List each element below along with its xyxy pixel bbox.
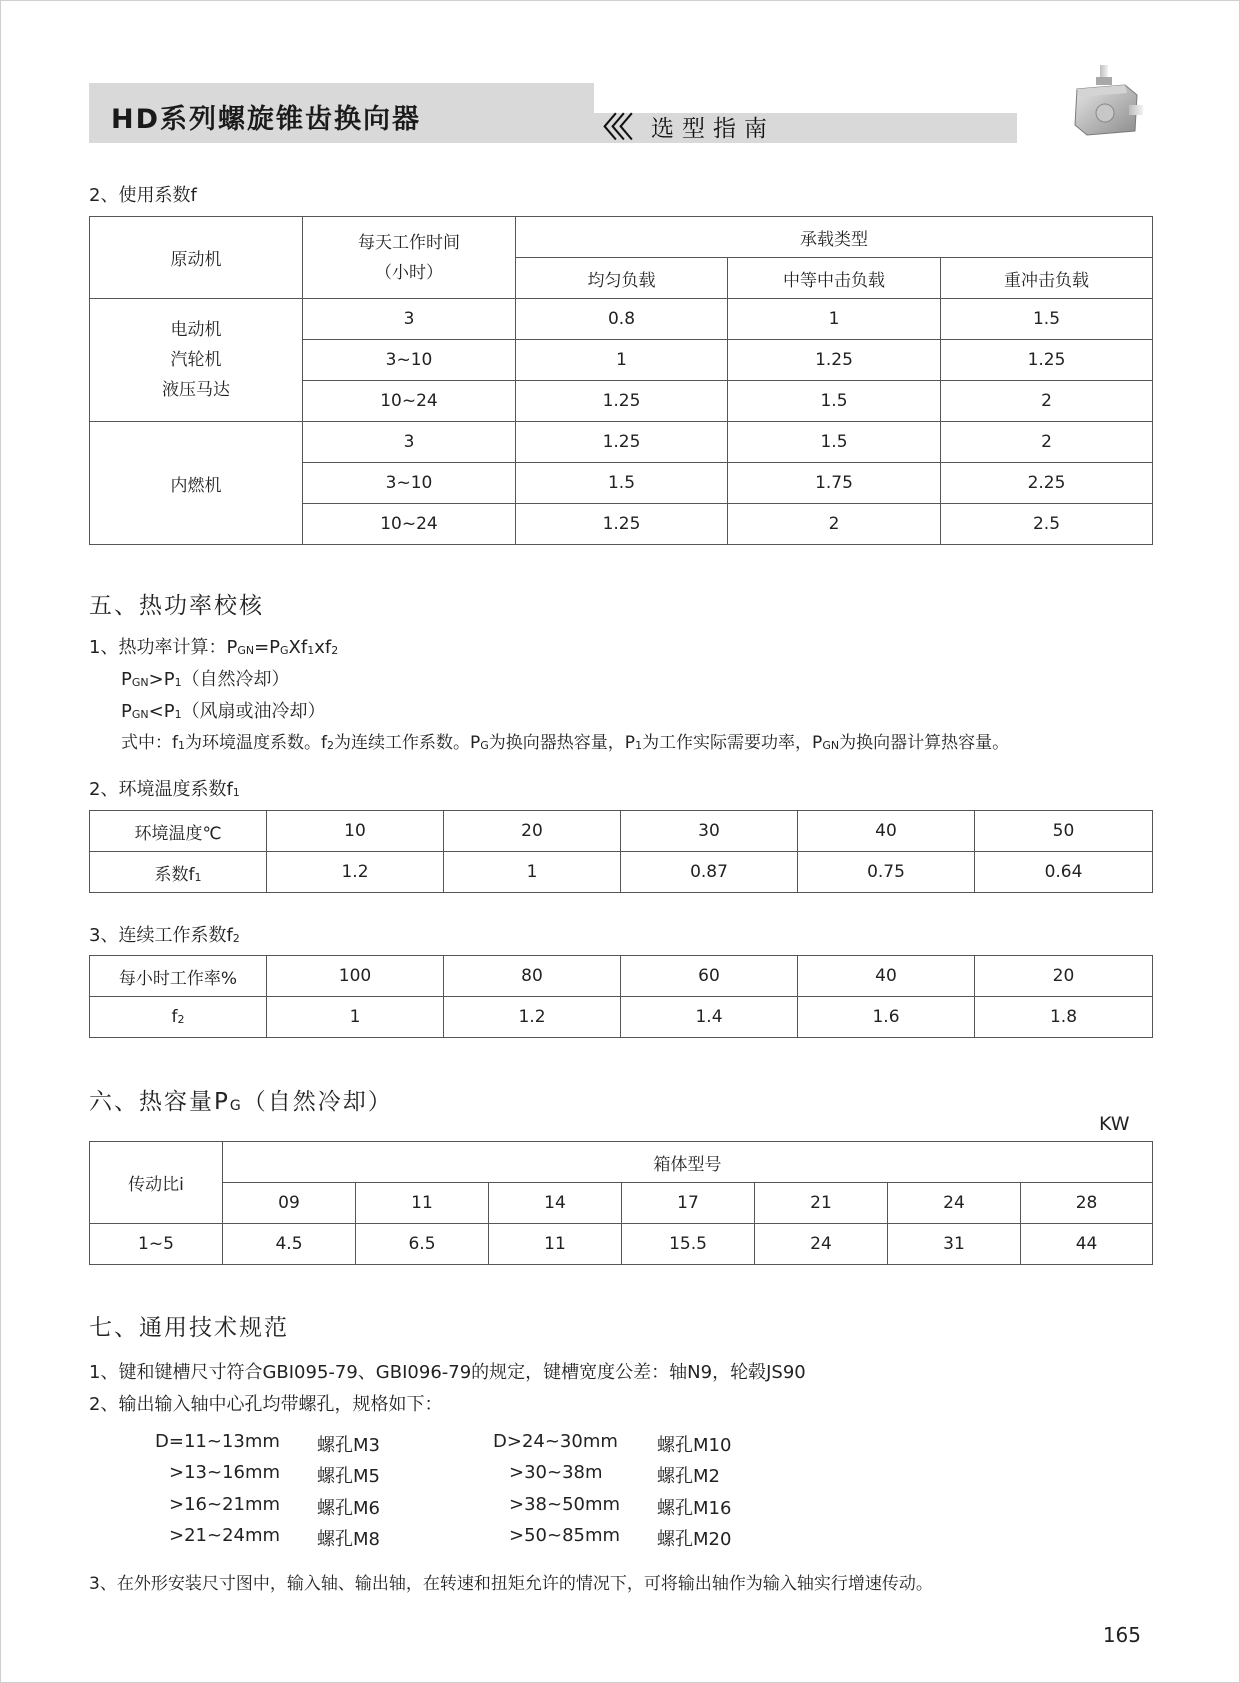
temp-cell: 10 xyxy=(267,811,444,852)
model-cell: 11 xyxy=(356,1183,489,1224)
rate-cell: 80 xyxy=(444,956,621,997)
legend-part: 为连续工作系数。P xyxy=(334,733,481,753)
capacity-cell: 11 xyxy=(489,1224,622,1265)
page-number: 165 xyxy=(1102,1623,1141,1647)
daily-hours-label: 每天工作时间 xyxy=(358,232,460,253)
continuous-factor-table xyxy=(89,955,1153,1038)
prime-mover: 汽轮机 xyxy=(170,350,222,370)
unit-label: KW xyxy=(1099,1113,1130,1135)
capacity-cell: 44 xyxy=(1021,1224,1153,1265)
temp-cell: 40 xyxy=(798,811,975,852)
prime-mover-group xyxy=(90,422,303,545)
spec-thread: 螺孔M10 xyxy=(657,1435,732,1456)
capacity-cell: 4.5 xyxy=(223,1224,356,1265)
prime-mover-group xyxy=(90,299,303,422)
ratio-cell: 1~5 xyxy=(90,1224,223,1265)
spec-thread: 螺孔M3 xyxy=(317,1435,380,1456)
factor-cell: 1.5 xyxy=(941,299,1153,340)
model-cell: 09 xyxy=(223,1183,356,1224)
condition-natural-cooling: $P_{GN}>P_1$（自然冷却） xyxy=(121,669,290,690)
coeff-cell: 0.87 xyxy=(621,852,798,893)
condition-fan-cooling: $P_{GN}<P_1$（风扇或油冷却） xyxy=(121,701,326,722)
row-label xyxy=(90,852,267,893)
header-box-model: 箱体型号 xyxy=(223,1142,1153,1183)
coeff-cell: 1.2 xyxy=(444,997,621,1038)
condition-fan-text: （风扇或油冷却） xyxy=(181,701,326,722)
prime-mover: 液压马达 xyxy=(162,380,230,400)
factor-cell: 1.25 xyxy=(728,340,941,381)
tech-item-2: 2、输出输入轴中心孔均带螺孔，规格如下： xyxy=(89,1394,443,1415)
legend-part: 为换向器计算热容量。 xyxy=(839,733,1010,753)
tech-item-3: 3、在外形安装尺寸图中，输入轴、输出轴，在转速和扭矩允许的情况下，可将输出轴作为输入轴实行增速传动。 xyxy=(89,1574,933,1594)
load-type-uniform: 均匀负载 xyxy=(516,258,728,299)
factor-cell: 1.5 xyxy=(728,422,941,463)
rate-cell: 60 xyxy=(621,956,798,997)
model-cell: 24 xyxy=(888,1183,1021,1224)
model-cell: 21 xyxy=(755,1183,888,1224)
label-sub: 1 xyxy=(194,870,202,884)
legend-part: 为工作实际需要功率，P xyxy=(642,733,823,753)
heading-sub: 2 xyxy=(232,932,240,945)
factor-cell: 1 xyxy=(516,340,728,381)
page-title: HD系列螺旋锥齿换向器 xyxy=(111,104,422,135)
thermal-formula: 1、热功率计算：$P_{GN}=P_GXf_1xf_2$ xyxy=(89,637,339,658)
factor-cell: 1.25 xyxy=(516,422,728,463)
usage-factor-table xyxy=(89,216,1153,545)
capacity-cell: 15.5 xyxy=(622,1224,755,1265)
capacity-cell: 6.5 xyxy=(356,1224,489,1265)
legend-part: 式中：f xyxy=(121,733,178,753)
coeff-cell: 1 xyxy=(267,997,444,1038)
heading-text: 2、环境温度系数f xyxy=(89,779,233,800)
legend-part: 为环境温度系数。f xyxy=(185,733,327,753)
ambient-factor-heading xyxy=(89,775,240,801)
spec-diameter: D>24~30mm xyxy=(493,1431,618,1452)
factor-cell: 1.25 xyxy=(516,381,728,422)
coeff-cell: 1.4 xyxy=(621,997,798,1038)
spec-diameter: >16~21mm xyxy=(169,1494,281,1515)
coeff-cell: 0.64 xyxy=(975,852,1153,893)
rate-cell: 20 xyxy=(975,956,1153,997)
header-ratio: 传动比i xyxy=(90,1142,223,1224)
coeff-cell: 1 xyxy=(444,852,621,893)
factor-cell: 1.75 xyxy=(728,463,941,504)
tech-spec-heading: 七、通用技术规范 xyxy=(89,1315,289,1341)
heading-text: （自然冷却） xyxy=(242,1089,393,1115)
rate-cell: 40 xyxy=(798,956,975,997)
section-subtitle: 选型指南 xyxy=(651,116,775,142)
spec-diameter: >30~38m xyxy=(509,1462,603,1483)
thermal-capacity-heading xyxy=(89,1083,393,1116)
daily-hours-unit: （小时） xyxy=(375,262,443,283)
factor-cell: 2.5 xyxy=(941,504,1153,545)
heading-sub: 1 xyxy=(232,786,240,799)
model-cell: 17 xyxy=(622,1183,755,1224)
row-label: 环境温度℃ xyxy=(90,811,267,852)
coeff-cell: 1.2 xyxy=(267,852,444,893)
hours-cell: 3 xyxy=(303,422,516,463)
thermal-check-heading: 五、热功率校核 xyxy=(89,593,264,619)
model-cell: 14 xyxy=(489,1183,622,1224)
header-daily-hours xyxy=(303,217,516,299)
factor-cell: 1.25 xyxy=(516,504,728,545)
continuous-factor-heading xyxy=(89,921,240,947)
heading-text: 六、热容量P xyxy=(89,1089,230,1115)
temp-cell: 50 xyxy=(975,811,1153,852)
ambient-factor-table xyxy=(89,810,1153,893)
heading-text: 3、连续工作系数f xyxy=(89,925,233,946)
spec-diameter: >50~85mm xyxy=(509,1525,621,1546)
prime-mover: 内燃机 xyxy=(170,475,222,496)
hours-cell: 10~24 xyxy=(303,504,516,545)
spec-diameter: >38~50mm xyxy=(509,1494,621,1515)
spec-diameter: >21~24mm xyxy=(169,1525,281,1546)
factor-cell: 2 xyxy=(941,422,1153,463)
spec-diameter: >13~16mm xyxy=(169,1462,281,1483)
spec-thread: 螺孔M5 xyxy=(317,1466,380,1487)
thermal-capacity-table xyxy=(89,1141,1153,1265)
hours-cell: 3~10 xyxy=(303,340,516,381)
capacity-cell: 24 xyxy=(755,1224,888,1265)
spec-thread: 螺孔M6 xyxy=(317,1498,380,1519)
usage-factor-heading: 2、使用系数f xyxy=(89,185,197,206)
legend-part: 为换向器热容量，P xyxy=(488,733,636,753)
load-type-moderate: 中等中击负载 xyxy=(728,258,941,299)
rate-cell: 100 xyxy=(267,956,444,997)
factor-cell: 1 xyxy=(728,299,941,340)
coeff-cell: 1.6 xyxy=(798,997,975,1038)
spec-thread: 螺孔M16 xyxy=(657,1498,732,1519)
spec-thread: 螺孔M20 xyxy=(657,1529,732,1550)
row-label xyxy=(90,997,267,1038)
factor-cell: 2.25 xyxy=(941,463,1153,504)
factor-cell: 2 xyxy=(941,381,1153,422)
prime-mover: 电动机 xyxy=(170,320,222,340)
factor-cell: 1.5 xyxy=(728,381,941,422)
label-text: f xyxy=(171,1007,178,1027)
temp-cell: 30 xyxy=(621,811,798,852)
factor-cell: 1.5 xyxy=(516,463,728,504)
factor-cell: 0.8 xyxy=(516,299,728,340)
heading-sub: G xyxy=(229,1098,243,1114)
label-sub: 2 xyxy=(177,1013,185,1026)
spec-thread: 螺孔M2 xyxy=(657,1466,720,1487)
coeff-cell: 1.8 xyxy=(975,997,1153,1038)
header-prime-mover: 原动机 xyxy=(90,217,303,299)
chevron-left-icon: 〈〈〈 xyxy=(589,111,628,144)
formula-prefix: 1、热功率计算： xyxy=(89,637,227,658)
header-load-type: 承载类型 xyxy=(516,217,1153,258)
condition-natural-text: （自然冷却） xyxy=(181,669,290,690)
gearbox-product-image xyxy=(1069,63,1147,139)
coeff-cell: 0.75 xyxy=(798,852,975,893)
hours-cell: 3~10 xyxy=(303,463,516,504)
factor-cell: 1.25 xyxy=(941,340,1153,381)
factor-cell: 2 xyxy=(728,504,941,545)
temp-cell: 20 xyxy=(444,811,621,852)
formula-legend: 式中：$f_1$为环境温度系数。$f_2$为连续工作系数。$P_G$为换向器热容量，$P_1$为工作实际需要功率，$P_{GN}$为换向器计算热容量。 xyxy=(121,733,1010,753)
model-cell: 28 xyxy=(1021,1183,1153,1224)
row-label: 每小时工作率% xyxy=(90,956,267,997)
label-text: 系数f xyxy=(154,864,195,885)
hours-cell: 3 xyxy=(303,299,516,340)
spec-diameter: D=11~13mm xyxy=(155,1431,280,1452)
load-type-heavy: 重冲击负载 xyxy=(941,258,1153,299)
hours-cell: 10~24 xyxy=(303,381,516,422)
spec-thread: 螺孔M8 xyxy=(317,1529,380,1550)
tech-item-1: 1、键和键槽尺寸符合GBI095-79、GBI096-79的规定，键槽宽度公差：轴N9，轮毂JS90 xyxy=(89,1362,806,1383)
capacity-cell: 31 xyxy=(888,1224,1021,1265)
